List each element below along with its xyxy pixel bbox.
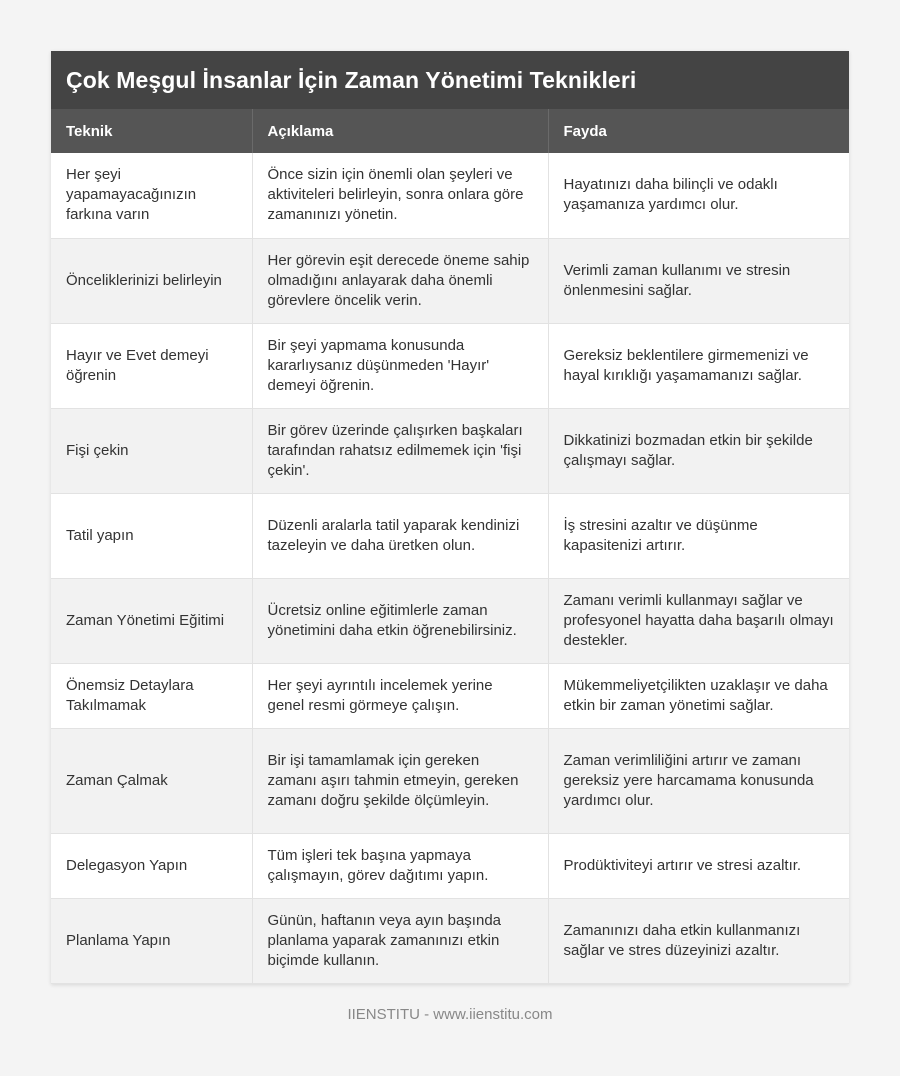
cell-aciklama: Düzenli aralarla tatil yaparak kendinizi tazeleyin ve daha üretken olun.: [252, 493, 548, 578]
page-title: Çok Meşgul İnsanlar İçin Zaman Yönetimi Teknikleri: [66, 66, 637, 93]
cell-teknik: Zaman Yönetimi Eğitimi: [51, 578, 252, 663]
cell-teknik: Önemsiz Detaylara Takılmamak: [51, 663, 252, 728]
table-row: [51, 833, 849, 898]
table-row: [51, 238, 849, 323]
cell-teknik: Önceliklerinizi belirleyin: [51, 238, 252, 323]
table-header-row: [51, 109, 849, 153]
cell-fayda: Dikkatinizi bozmadan etkin bir şekilde çalışmayı sağlar.: [548, 408, 849, 493]
cell-fayda: İş stresini azaltır ve düşünme kapasitenizi artırır.: [548, 493, 849, 578]
column-header-aciklama: Açıklama: [252, 109, 548, 153]
cell-aciklama: Her şeyi ayrıntılı incelemek yerine genel resmi görmeye çalışın.: [252, 663, 548, 728]
cell-fayda: Gereksiz beklentilere girmemenizi ve hayal kırıklığı yaşamamanızı sağlar.: [548, 323, 849, 408]
table-row: [51, 323, 849, 408]
cell-teknik: Her şeyi yapamayacağınızın farkına varın: [51, 153, 252, 238]
column-header-teknik: Teknik: [51, 109, 252, 153]
cell-aciklama: Önce sizin için önemli olan şeyleri ve aktiviteleri belirleyin, sonra onlara göre zamanınızı yönetin.: [252, 153, 548, 238]
cell-fayda: Zamanınızı daha etkin kullanmanızı sağlar ve stres düzeyinizi azaltır.: [548, 898, 849, 983]
cell-aciklama: Günün, haftanın veya ayın başında planlama yaparak zamanınızı etkin biçimde kullanın.: [252, 898, 548, 983]
cell-aciklama: Tüm işleri tek başına yapmaya çalışmayın, görev dağıtımı yapın.: [252, 833, 548, 898]
cell-fayda: Zaman verimliliğini artırır ve zamanı gereksiz yere harcamama konusunda yardımcı olur.: [548, 728, 849, 833]
cell-aciklama: Her görevin eşit derecede öneme sahip olmadığını anlayarak daha önemli görevlere öncelik verin.: [252, 238, 548, 323]
table-row: [51, 728, 849, 833]
table-row: [51, 153, 849, 238]
techniques-card: [51, 51, 849, 984]
footer-credit: IIENSTITU - www.iienstitu.com: [347, 1006, 553, 1023]
cell-fayda: Zamanı verimli kullanmayı sağlar ve profesyonel hayatta daha başarılı olmayı destekler.: [548, 578, 849, 663]
cell-teknik: Fişi çekin: [51, 408, 252, 493]
cell-teknik: Planlama Yapın: [51, 898, 252, 983]
cell-teknik: Delegasyon Yapın: [51, 833, 252, 898]
cell-aciklama: Bir işi tamamlamak için gereken zamanı aşırı tahmin etmeyin, gereken zamanı doğru şekilde ölçümleyin.: [252, 728, 548, 833]
title-bar: [51, 51, 849, 109]
column-header-fayda: Fayda: [548, 109, 849, 153]
cell-teknik: Zaman Çalmak: [51, 728, 252, 833]
cell-teknik: Tatil yapın: [51, 493, 252, 578]
table-row: [51, 408, 849, 493]
table-row: [51, 663, 849, 728]
cell-fayda: Mükemmeliyetçilikten uzaklaşır ve daha etkin bir zaman yönetimi sağlar.: [548, 663, 849, 728]
table-row: [51, 578, 849, 663]
cell-fayda: Hayatınızı daha bilinçli ve odaklı yaşamanıza yardımcı olur.: [548, 153, 849, 238]
cell-aciklama: Bir şeyi yapmama konusunda kararlıysanız düşünmeden 'Hayır' demeyi öğrenin.: [252, 323, 548, 408]
cell-aciklama: Bir görev üzerinde çalışırken başkaları tarafından rahatsız edilmemek için 'fişi çekin'.: [252, 408, 548, 493]
cell-teknik: Hayır ve Evet demeyi öğrenin: [51, 323, 252, 408]
cell-fayda: Verimli zaman kullanımı ve stresin önlenmesini sağlar.: [548, 238, 849, 323]
cell-fayda: Prodüktiviteyi artırır ve stresi azaltır.: [548, 833, 849, 898]
table-row: [51, 898, 849, 983]
table-row: [51, 493, 849, 578]
cell-aciklama: Ücretsiz online eğitimlerle zaman yönetimini daha etkin öğrenebilirsiniz.: [252, 578, 548, 663]
techniques-table: [51, 109, 849, 984]
